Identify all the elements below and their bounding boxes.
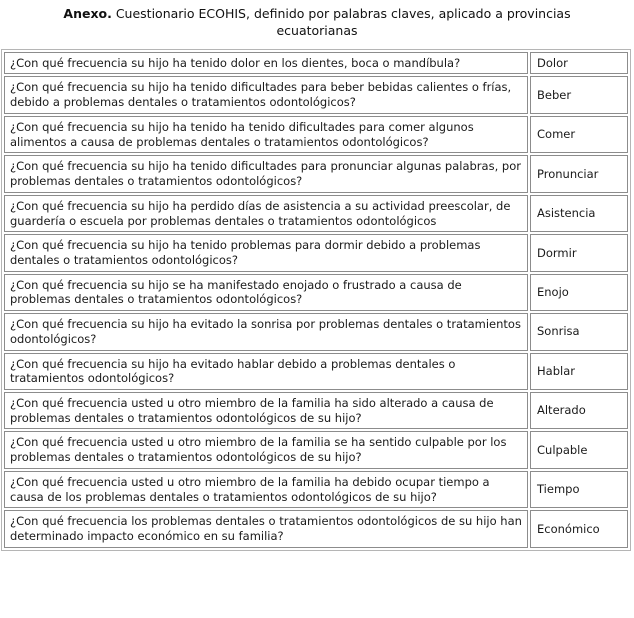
- table-row: [4, 195, 628, 232]
- question-cell: ¿Con qué frecuencia su hijo ha tenido problemas para dormir debido a problemas dentales o tratamientos odontológicos?: [4, 234, 528, 271]
- table-row: [4, 510, 628, 547]
- keyword-cell: Culpable: [530, 431, 628, 468]
- question-cell: ¿Con qué frecuencia usted u otro miembro de la familia ha debido ocupar tiempo a causa de los problemas dentales o tratamientos odontológicos de su hijo?: [4, 471, 528, 508]
- keyword-cell: Tiempo: [530, 471, 628, 508]
- question-cell: ¿Con qué frecuencia su hijo ha evitado hablar debido a problemas dentales o tratamientos odontológicos?: [4, 353, 528, 390]
- question-cell: ¿Con qué frecuencia su hijo ha tenido ha tenido dificultades para comer algunos alimentos a causa de problemas dentales o tratamientos odontológicos?: [4, 116, 528, 153]
- question-cell: ¿Con qué frecuencia usted u otro miembro de la familia se ha sentido culpable por los problemas dentales o tratamientos odontológicos de su hijo?: [4, 431, 528, 468]
- page-title: [28, 6, 606, 40]
- question-cell: ¿Con qué frecuencia los problemas dentales o tratamientos odontológicos de su hijo han determinado impacto económico en su familia?: [4, 510, 528, 547]
- table-row: [4, 274, 628, 311]
- table-row: [4, 313, 628, 350]
- table-row: [4, 116, 628, 153]
- question-cell: ¿Con qué frecuencia su hijo ha tenido dificultades para pronunciar algunas palabras, por problemas dentales o tratamientos odontológicos?: [4, 155, 528, 192]
- keyword-cell: Hablar: [530, 353, 628, 390]
- keyword-cell: Sonrisa: [530, 313, 628, 350]
- keyword-cell: Enojo: [530, 274, 628, 311]
- question-cell: ¿Con qué frecuencia su hijo ha tenido dolor en los dientes, boca o mandíbula?: [4, 52, 528, 75]
- table-row: [4, 431, 628, 468]
- question-cell: ¿Con qué frecuencia usted u otro miembro de la familia ha sido alterado a causa de problemas dentales o tratamientos odontológicos de su hijo?: [4, 392, 528, 429]
- question-cell: ¿Con qué frecuencia su hijo ha tenido dificultades para beber bebidas calientes o frías, debido a problemas dentales o tratamientos odontológicos?: [4, 76, 528, 113]
- question-cell: ¿Con qué frecuencia su hijo se ha manifestado enojado o frustrado a causa de problemas dentales o tratamientos odontológicos?: [4, 274, 528, 311]
- table-row: [4, 353, 628, 390]
- table-row: [4, 76, 628, 113]
- table-row: [4, 234, 628, 271]
- keyword-cell: Asistencia: [530, 195, 628, 232]
- keyword-cell: Alterado: [530, 392, 628, 429]
- title-text: Cuestionario ECOHIS, definido por palabras claves, aplicado a provincias ecuatorianas: [111, 6, 571, 38]
- table-row: [4, 471, 628, 508]
- table-row: [4, 52, 628, 75]
- ecohis-table-body: [4, 52, 628, 548]
- keyword-cell: Dormir: [530, 234, 628, 271]
- keyword-cell: Económico: [530, 510, 628, 547]
- keyword-cell: Pronunciar: [530, 155, 628, 192]
- title-label: Anexo.: [63, 6, 112, 21]
- question-cell: ¿Con qué frecuencia su hijo ha perdido días de asistencia a su actividad preescolar, de guardería o escuela por problemas dentales o tratamientos odontológicos: [4, 195, 528, 232]
- keyword-cell: Dolor: [530, 52, 628, 75]
- table-row: [4, 155, 628, 192]
- question-cell: ¿Con qué frecuencia su hijo ha evitado la sonrisa por problemas dentales o tratamientos odontológicos?: [4, 313, 528, 350]
- table-row: [4, 392, 628, 429]
- keyword-cell: Comer: [530, 116, 628, 153]
- keyword-cell: Beber: [530, 76, 628, 113]
- ecohis-table: [1, 49, 631, 551]
